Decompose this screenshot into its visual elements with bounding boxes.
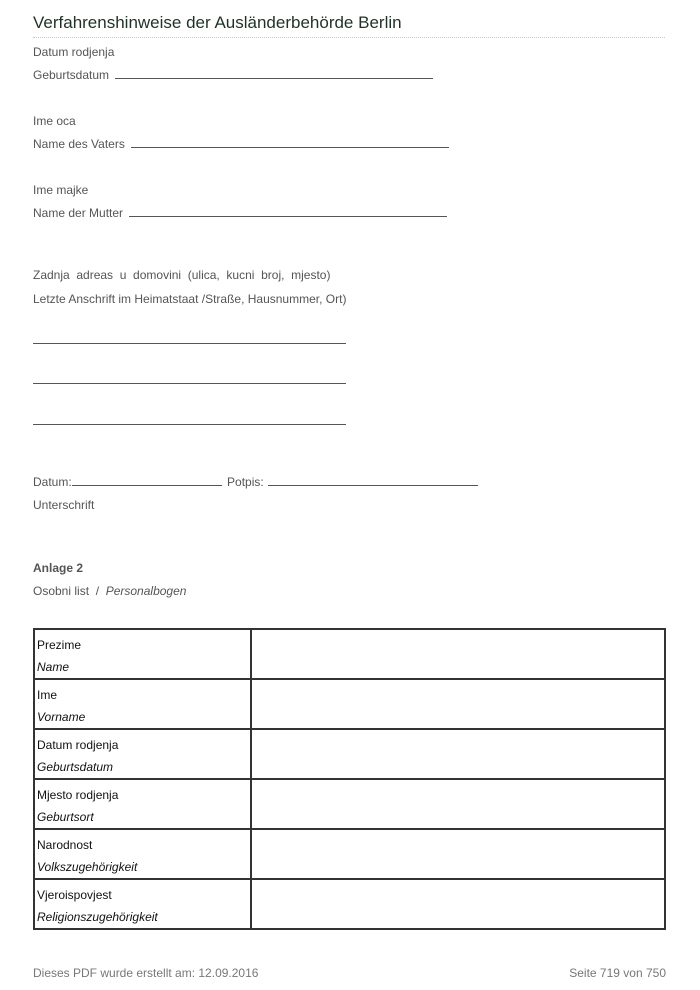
row-label-cell — [34, 879, 251, 929]
row-label-de: Geburtsdatum — [37, 760, 114, 774]
row-label-cell — [34, 729, 251, 779]
row-label-cell — [34, 629, 251, 679]
table-row — [34, 829, 665, 879]
address-label-de: Letzte Anschrift im Heimatstaat /Straße, Hausnummer, Ort) — [33, 292, 347, 306]
row-label-bs: Mjesto rodjenja — [37, 788, 119, 802]
address-line-3[interactable] — [33, 424, 346, 425]
father-field[interactable] — [33, 137, 449, 151]
religion-value-cell[interactable] — [251, 879, 665, 929]
father-label-de: Name des Vaters — [33, 137, 125, 151]
table-row — [34, 779, 665, 829]
footer-created: Dieses PDF wurde erstellt am: 12.09.2016 — [33, 966, 259, 980]
row-label-cell — [34, 679, 251, 729]
personal-sheet-table — [33, 628, 666, 930]
row-label-bs: Prezime — [37, 638, 82, 652]
mother-input-line[interactable] — [129, 216, 447, 217]
signature-label-de: Unterschrift — [33, 498, 95, 512]
surname-value-cell[interactable] — [251, 629, 665, 679]
dob-input-line[interactable] — [115, 78, 433, 79]
mother-field[interactable] — [33, 206, 447, 220]
table-row — [34, 679, 665, 729]
mother-label-bs: Ime majke — [33, 183, 89, 197]
dob-field[interactable] — [33, 68, 433, 82]
table-row — [34, 629, 665, 679]
date-input-line[interactable] — [72, 485, 222, 486]
annex-title: Anlage 2 — [33, 561, 84, 575]
row-label-de: Volkszugehörigkeit — [37, 860, 138, 874]
address-line-1[interactable] — [33, 343, 346, 344]
table-row — [34, 729, 665, 779]
row-label-de: Vorname — [37, 710, 86, 724]
row-label-bs: Vjeroispovjest — [37, 888, 112, 902]
row-label-cell — [34, 779, 251, 829]
row-label-de: Name — [37, 660, 70, 674]
annex-subtitle — [33, 584, 186, 598]
table-row — [34, 879, 665, 929]
row-label-bs: Datum rodjenja — [37, 738, 119, 752]
signature-input-line[interactable] — [268, 485, 478, 486]
row-label-bs: Narodnost — [37, 838, 93, 852]
dob-label-de: Geburtsdatum — [33, 68, 110, 82]
annex-subtitle-bs: Osobni list / — [33, 584, 100, 598]
address-label-bs: Zadnja adreas u domovini (ulica, kucni broj, mjesto) — [33, 268, 331, 282]
footer-page-number: Seite 719 von 750 — [569, 966, 666, 980]
page-title: Verfahrenshinweise der Ausländerbehörde Berlin — [33, 13, 402, 32]
row-label-bs: Ime — [37, 688, 58, 702]
title-divider — [33, 37, 665, 38]
date-signature-row — [33, 475, 478, 489]
annex-subtitle-de: Personalbogen — [105, 584, 187, 598]
firstname-value-cell[interactable] — [251, 679, 665, 729]
birthplace-value-cell[interactable] — [251, 779, 665, 829]
father-label-bs: Ime oca — [33, 114, 76, 128]
dob-label-bs: Datum rodjenja — [33, 45, 115, 59]
address-line-2[interactable] — [33, 383, 346, 384]
row-label-de: Religionszugehörigkeit — [37, 910, 158, 924]
row-label-de: Geburtsort — [37, 810, 94, 824]
date-label: Datum: — [33, 475, 72, 489]
mother-label-de: Name der Mutter — [33, 206, 124, 220]
father-input-line[interactable] — [131, 147, 449, 148]
row-label-cell — [34, 829, 251, 879]
ethnicity-value-cell[interactable] — [251, 829, 665, 879]
signature-label: Potpis: — [227, 475, 264, 489]
birthdate-value-cell[interactable] — [251, 729, 665, 779]
